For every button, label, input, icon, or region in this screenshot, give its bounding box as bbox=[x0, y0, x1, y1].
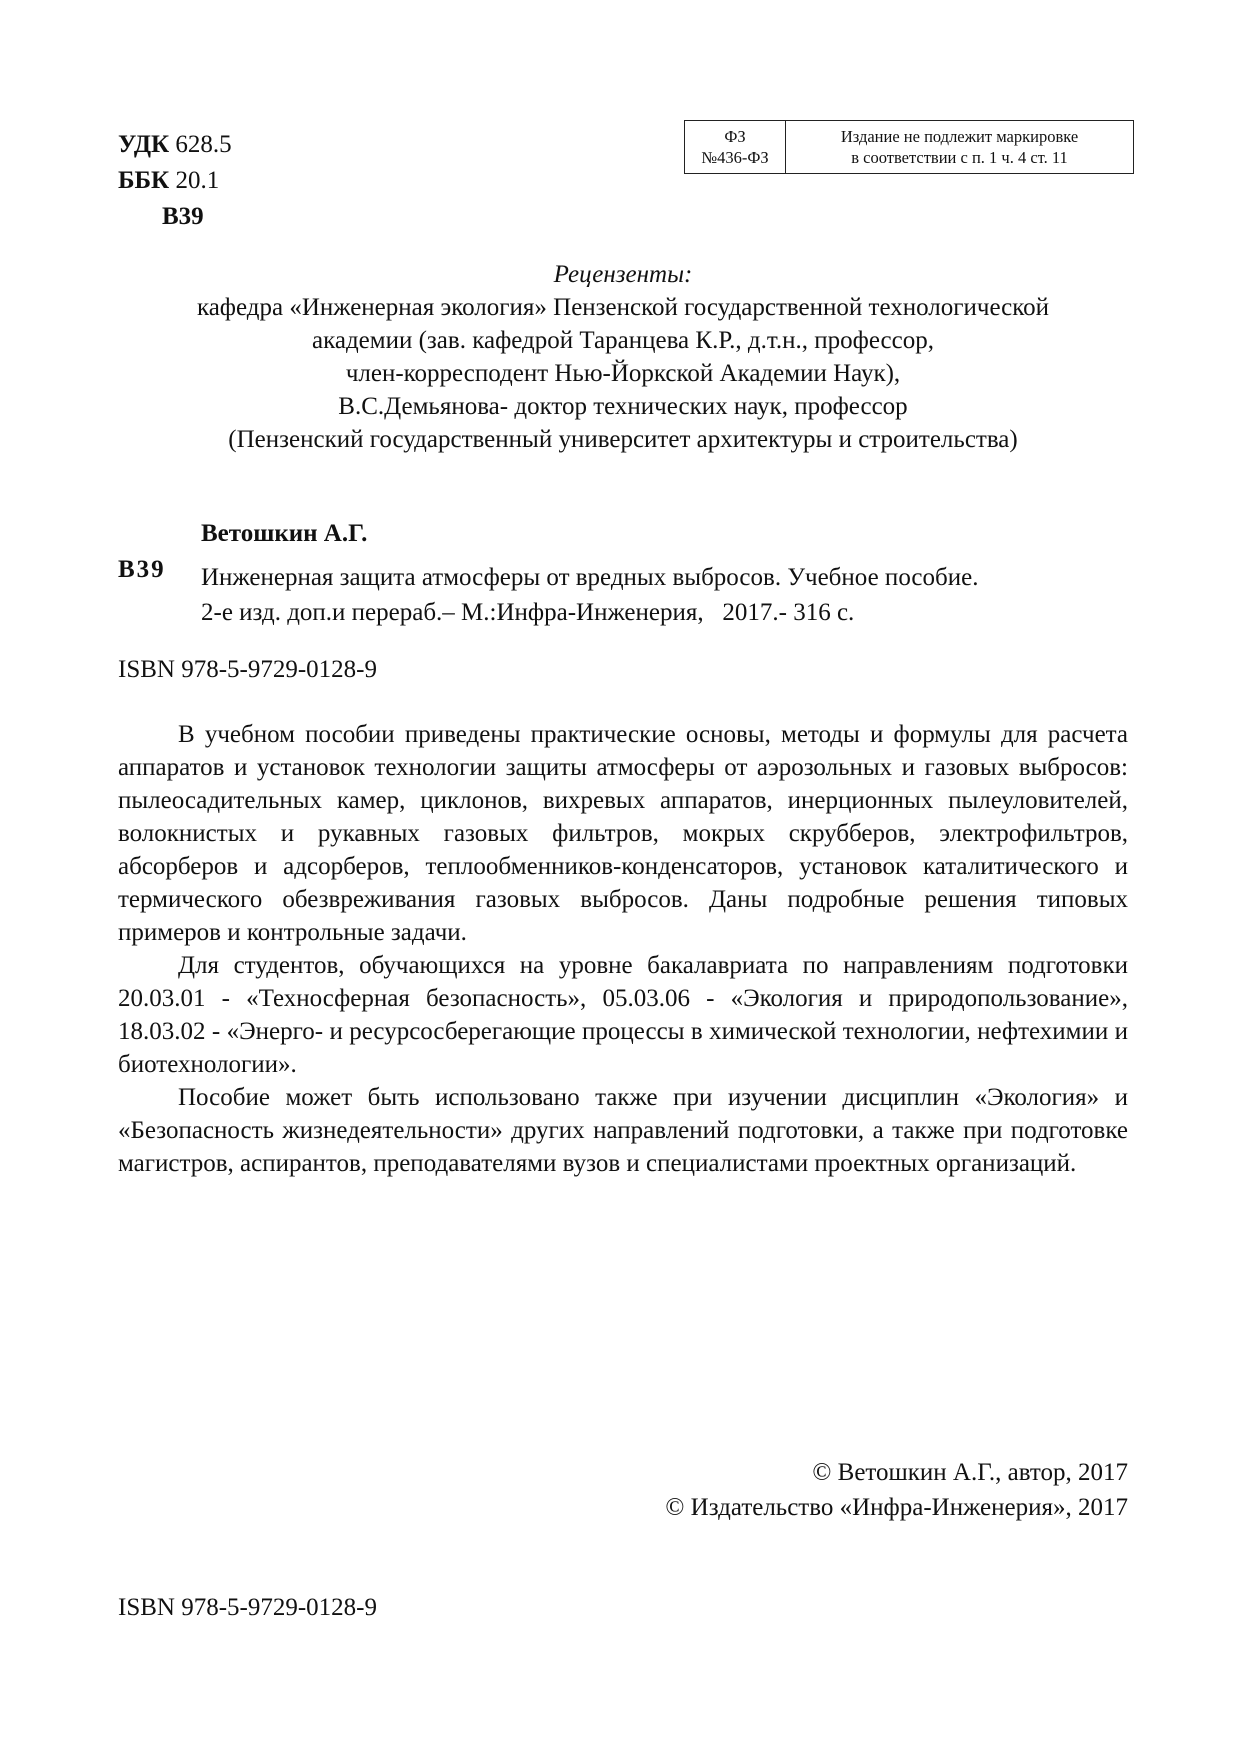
reviewers-title: Рецензенты: bbox=[553, 261, 693, 288]
abstract-paragraph: Для студентов, обучающихся на уровне бакалавриата по направлениям подготовки 20.03.01 - «Техносферная безопасность», 05.03.06 - «Экология и природопользование», 18.03.02 - «Энерго- и ресурсосберегающие процессы в химической технологии, нефтехимии и биотехнологии». bbox=[118, 952, 1128, 1078]
classification-codes bbox=[118, 127, 232, 235]
udk-value: 628.5 bbox=[169, 131, 232, 158]
copyright-publisher: © Издательство «Инфра-Инженерия», 2017 bbox=[665, 1494, 1128, 1521]
reviewer-line: (Пензенский государственный университет архитектуры и строительства) bbox=[228, 426, 1018, 453]
bbk-line bbox=[118, 163, 232, 199]
isbn-top: ISBN 978-5-9729-0128-9 bbox=[118, 656, 378, 683]
marking-note-line2: в соответствии с п. 1 ч. 4 ст. 11 bbox=[851, 148, 1068, 167]
abstract-paragraph: В учебном пособии приведены практические основы, методы и формулы для расчета аппаратов и установок технологии защиты атмосферы от аэрозольных и газовых выбросов: пылеосадительных камер, циклонов, вихревых аппаратов, инерционных пылеуловителей, волокнистых и рукавных газовых фильтров, мокрых скрубберов, электрофильтров, абсорберов и адсорберов, теплообменников-конденсаторов, установок каталитического и термического обезвреживания газовых выбросов. Даны подробные решения типовых примеров и контрольные задачи. bbox=[118, 721, 1128, 946]
abstract-paragraph: Пособие может быть использовано также при изучении дисциплин «Экология» и «Безопасность жизнедеятельности» других направлений подготовки, а также при подготовке магистров, аспирантов, преподавателями вузов и специалистами проектных организаций. bbox=[118, 1084, 1128, 1177]
bbk-value: 20.1 bbox=[169, 167, 220, 194]
book-author: Ветошкин А.Г. bbox=[201, 520, 368, 547]
reviewer-line: член-корресподент Нью-Йоркской Академии Наук), bbox=[345, 360, 901, 387]
udk-label: УДК bbox=[118, 131, 170, 158]
reviewer-line: академии (зав. кафедрой Таранцева К.Р., д.т.н., профессор, bbox=[312, 327, 934, 354]
marking-law-cell bbox=[685, 121, 786, 174]
abstract bbox=[118, 718, 1128, 1180]
marking-table bbox=[684, 120, 1134, 174]
marking-note-cell bbox=[786, 121, 1134, 174]
isbn-bottom: ISBN 978-5-9729-0128-9 bbox=[118, 1594, 378, 1621]
book-description bbox=[201, 560, 1121, 630]
book-code: В39 bbox=[118, 556, 166, 583]
marking-note-line1: Издание не подлежит маркировке bbox=[840, 127, 1079, 146]
book-edition-line: 2-е изд. доп.и перераб.– М.:Инфра-Инженерия, 2017.- 316 с. bbox=[201, 599, 855, 626]
reviewer-line: В.С.Демьянова- доктор технических наук, профессор bbox=[338, 393, 908, 420]
author-code: В39 bbox=[162, 203, 204, 230]
marking-law-line1: ФЗ bbox=[724, 127, 746, 146]
reviewer-line: кафедра «Инженерная экология» Пензенской государственной технологической bbox=[196, 294, 1050, 321]
copyright-author: © Ветошкин А.Г., автор, 2017 bbox=[812, 1459, 1128, 1486]
book-title-line: Инженерная защита атмосферы от вредных выбросов. Учебное пособие. bbox=[201, 564, 979, 591]
bbk-label: ББК bbox=[118, 167, 170, 194]
marking-law-line2: №436-ФЗ bbox=[701, 148, 769, 167]
udk-line bbox=[118, 127, 232, 163]
copyright-block bbox=[118, 1455, 1128, 1525]
reviewers-block bbox=[118, 258, 1128, 456]
